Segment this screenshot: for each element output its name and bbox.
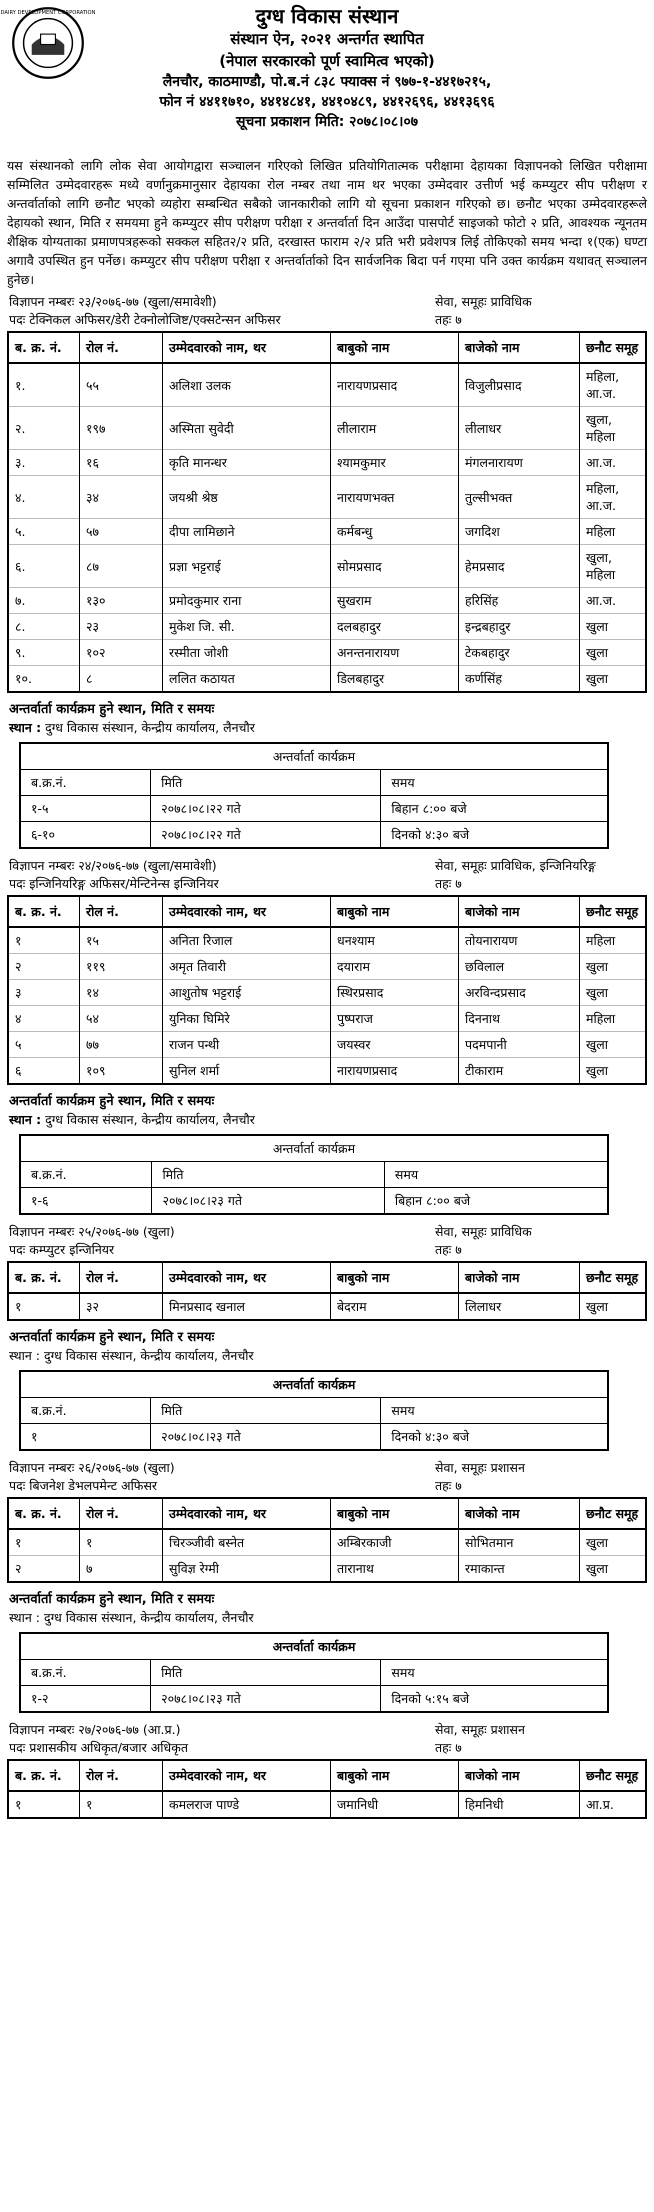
column-header: बाजेको नाम <box>459 896 580 927</box>
table-cell: महिला <box>580 927 647 954</box>
candidate-table-header <box>8 1760 646 1791</box>
column-header: बाबुको नाम <box>331 1498 459 1529</box>
table-row <box>8 1556 646 1583</box>
interview-heading: अन्तर्वार्ता कार्यक्रम हुने स्थान, मिति र समयः <box>9 702 215 717</box>
table-cell: प्रज्ञा भट्टराई <box>163 545 331 588</box>
column-header: रोल नं. <box>80 1498 163 1529</box>
table-cell: जयस्वर <box>331 1032 459 1058</box>
table-cell: १ <box>8 927 80 954</box>
interview-cell: बिहान ८:०० बजे <box>381 796 608 822</box>
interview-cell: १-२ <box>20 1686 151 1713</box>
table-cell: रमाकान्त <box>459 1556 580 1583</box>
table-cell: महिला, आ.ज. <box>580 476 647 519</box>
table-cell: खुला <box>580 640 647 666</box>
logo-text: DAIRY DEVELOPMENT CORPORATION <box>0 10 96 17</box>
table-cell: टेकबहादुर <box>459 640 580 666</box>
table-row <box>8 450 646 476</box>
column-header: उम्मेदवारको नाम, थर <box>163 896 331 927</box>
interview-column-header: मिति <box>151 1660 381 1686</box>
interview-cell: बिहान ८:०० बजे <box>384 1188 608 1215</box>
table-cell: तुल्सीभक्त <box>459 476 580 519</box>
interview-schedule-table <box>19 1134 609 1215</box>
interview-heading: अन्तर्वार्ता कार्यक्रम हुने स्थान, मिति र समयः <box>9 1592 215 1607</box>
interview-venue <box>9 719 647 736</box>
column-header: बाजेको नाम <box>459 1498 580 1529</box>
column-header: उम्मेदवारको नाम, थर <box>163 1262 331 1293</box>
table-cell: लीलाधर <box>459 407 580 450</box>
table-cell: जमानिधी <box>331 1791 459 1818</box>
table-cell: महिला, आ.ज. <box>580 363 647 407</box>
table-cell: २. <box>8 407 80 450</box>
column-header: ब. क्र. नं. <box>8 896 80 927</box>
post-level: तहः ७ <box>435 1242 462 1257</box>
interview-header-row <box>20 1162 608 1188</box>
column-header: ब. क्र. नं. <box>8 1760 80 1791</box>
column-header: बाजेको नाम <box>459 1262 580 1293</box>
interview-cell: २०७८।०८।२३ गते <box>151 1424 381 1451</box>
table-cell: लिलाधर <box>459 1293 580 1320</box>
table-cell: अनन्तनारायण <box>331 640 459 666</box>
table-cell: हरिसिंह <box>459 588 580 614</box>
post-meta-row <box>7 311 647 329</box>
table-cell: १०९ <box>80 1058 163 1085</box>
table-cell: ७. <box>8 588 80 614</box>
table-cell: इन्द्रबहादुर <box>459 614 580 640</box>
table-cell: तारानाथ <box>331 1556 459 1583</box>
interview-cell: २०७८।०८।२२ गते <box>151 796 381 822</box>
column-header: बाबुको नाम <box>331 896 459 927</box>
table-cell: बेदराम <box>331 1293 459 1320</box>
table-cell: चिरञ्जीवी बस्नेत <box>163 1529 331 1556</box>
table-cell: अमृत तिवारी <box>163 954 331 980</box>
table-cell: नारायणप्रसाद <box>331 363 459 407</box>
table-cell: खुला <box>580 614 647 640</box>
table-cell: १०२ <box>80 640 163 666</box>
table-cell: ४ <box>8 1006 80 1032</box>
table-cell: ३. <box>8 450 80 476</box>
candidate-table <box>7 1261 647 1321</box>
interview-cell: दिनको ५:१५ बजे <box>381 1686 608 1713</box>
org-name: दुग्ध विकास संस्थान <box>255 4 399 28</box>
post-level: तहः ७ <box>435 312 462 327</box>
interview-cell: ६-१० <box>20 822 151 849</box>
table-cell: अस्मिता सुवेदी <box>163 407 331 450</box>
interview-column-header: ब.क्र.नं. <box>20 770 151 796</box>
table-cell: सुविज्ञ रेग्मी <box>163 1556 331 1583</box>
table-cell: खुला <box>580 1058 647 1085</box>
candidate-table-header <box>8 1262 646 1293</box>
table-cell: जयश्री श्रेष्ठ <box>163 476 331 519</box>
notice-header <box>0 4 647 152</box>
venue-text: दुग्ध विकास संस्थान, केन्द्रीय कार्यालय, लैनचौर <box>43 1610 254 1625</box>
column-header: छनौट समूह <box>580 1760 647 1791</box>
intro-paragraph: यस संस्थानको लागि लोक सेवा आयोगद्वारा सञ्चालन गरिएको लिखित प्रतियोगितात्मक परीक्षामा देहायका विज्ञापनको लिखित परीक्षामा सम्मिलित उम्मेदवारहरू मध्ये वर्णानुक्रमानुसार देहायका रोल नम्बर तथा नाम थर भएका उम्मेदवार उत्तीर्ण भई कम्प्युटर सीप परीक्षण र अन्तर्वार्ताको लागि छनौट भएको व्यहोरा सम्बन्धित सबैको जानकारीको लागि यो सूचना प्रकाशन गरिएको छ। छनौट भएका उम्मेदवारहरूले देहायको स्थान, मिति र समयमा हुने कम्प्युटर सीप परीक्षण परीक्षा र अन्तर्वार्ता दिन आउँदा पासपोर्ट साइजको फोटो २ प्रति, आवश्यक न्यूनतम शैक्षिक योग्यताका प्रमाणपत्रहरूको सक्कल सहित२/२ प्रति, दरखास्त फाराम २/२ प्रति भरी प्रवेशपत्र लिई तोकिएको समय भन्दा १(एक) घण्टा अगावै उपस्थित हुन पर्नेछ। कम्प्युटर सीप परीक्षण परीक्षा र अन्तर्वार्ताको दिन सार्वजनिक बिदा पर्न गएमा पनि उक्त कार्यक्रम यथावत् सञ्चालन हुनेछ। <box>7 158 647 287</box>
table-cell: ८७ <box>80 545 163 588</box>
column-header: छनौट समूह <box>580 896 647 927</box>
table-row <box>8 640 646 666</box>
table-row <box>8 1293 646 1320</box>
table-cell: श्यामकुमार <box>331 450 459 476</box>
interview-caption: अन्तर्वार्ता कार्यक्रम <box>20 1135 608 1162</box>
table-cell: ५. <box>8 519 80 545</box>
interview-header-row <box>20 770 608 796</box>
table-row <box>8 1058 646 1085</box>
candidate-table-header <box>8 1498 646 1529</box>
table-cell: १५ <box>80 927 163 954</box>
column-header: उम्मेदवारको नाम, थर <box>163 1760 331 1791</box>
ad-number: विज्ञापन नम्बरः २७/२०७६-७७ (आ.प्र.) <box>9 1722 181 1737</box>
interview-schedule-table <box>19 1370 609 1451</box>
interview-heading: अन्तर्वार्ता कार्यक्रम हुने स्थान, मिति र समयः <box>9 1094 215 1109</box>
table-cell: ५५ <box>80 363 163 407</box>
table-cell: अम्बिरकाजी <box>331 1529 459 1556</box>
interview-cell: दिनको ४:३० बजे <box>381 1424 608 1451</box>
table-cell: राजन पन्थी <box>163 1032 331 1058</box>
table-cell: महिला <box>580 1006 647 1032</box>
post-level: तहः ७ <box>435 1740 462 1755</box>
interview-schedule-table <box>19 742 609 849</box>
column-header: बाबुको नाम <box>331 1262 459 1293</box>
interview-venue <box>9 1347 647 1364</box>
table-cell: ५४ <box>80 1006 163 1032</box>
table-cell: महिला <box>580 519 647 545</box>
table-cell: युनिका घिमिरे <box>163 1006 331 1032</box>
column-header: छनौट समूह <box>580 332 647 363</box>
interview-header-row <box>20 1660 608 1686</box>
table-cell: आशुतोष भट्टराई <box>163 980 331 1006</box>
interview-heading: अन्तर्वार्ता कार्यक्रम हुने स्थान, मिति र समयः <box>9 1330 215 1345</box>
table-cell: १९७ <box>80 407 163 450</box>
venue-label: स्थान : <box>9 720 42 735</box>
table-cell: मंगलनारायण <box>459 450 580 476</box>
column-header: बाबुको नाम <box>331 332 459 363</box>
column-header: बाबुको नाम <box>331 1760 459 1791</box>
table-row <box>8 927 646 954</box>
interview-caption-row <box>20 1371 608 1398</box>
table-row <box>8 407 646 450</box>
interview-row <box>20 1188 608 1215</box>
interview-cell: २०७८।०८।२३ गते <box>152 1188 384 1215</box>
interview-column-header: समय <box>381 1398 608 1424</box>
table-cell: ४. <box>8 476 80 519</box>
table-cell: खुला, महिला <box>580 545 647 588</box>
table-row <box>8 980 646 1006</box>
interview-caption: अन्तर्वार्ता कार्यक्रम <box>20 1633 608 1660</box>
table-cell: दीपा लामिछाने <box>163 519 331 545</box>
table-cell: सुनिल शर्मा <box>163 1058 331 1085</box>
table-cell: स्थिरप्रसाद <box>331 980 459 1006</box>
table-cell: पुष्पराज <box>331 1006 459 1032</box>
venue-label: स्थान : <box>9 1348 40 1363</box>
table-row <box>8 954 646 980</box>
table-cell: खुला, महिला <box>580 407 647 450</box>
candidate-table <box>7 895 647 1085</box>
table-cell: खुला <box>580 980 647 1006</box>
table-row <box>8 666 646 693</box>
table-cell: खुला <box>580 1529 647 1556</box>
table-cell: अनिता रिजाल <box>163 927 331 954</box>
interview-row <box>20 1686 608 1713</box>
table-cell: खुला <box>580 1293 647 1320</box>
interview-column-header: मिति <box>152 1162 384 1188</box>
table-cell: १ <box>80 1529 163 1556</box>
table-cell: १३० <box>80 588 163 614</box>
table-cell: आ.ज. <box>580 450 647 476</box>
table-cell: रस्मीता जोशी <box>163 640 331 666</box>
table-row <box>8 588 646 614</box>
table-cell: पदमपानी <box>459 1032 580 1058</box>
ad-number: विज्ञापन नम्बरः २६/२०७६-७७ (खुला) <box>9 1460 175 1475</box>
act-line: संस्थान ऐन, २०२१ अन्तर्गत स्थापित <box>230 30 424 48</box>
table-cell: ८. <box>8 614 80 640</box>
table-cell: दिननाथ <box>459 1006 580 1032</box>
interview-cell: १-५ <box>20 796 151 822</box>
column-header: छनौट समूह <box>580 1262 647 1293</box>
column-header: बाजेको नाम <box>459 1760 580 1791</box>
column-header: रोल नं. <box>80 332 163 363</box>
post-meta-row <box>7 1241 647 1259</box>
table-cell: जगदिश <box>459 519 580 545</box>
venue-text: दुग्ध विकास संस्थान, केन्द्रीय कार्यालय, लैनचौर <box>43 1348 254 1363</box>
table-cell: धनश्याम <box>331 927 459 954</box>
interview-row <box>20 1424 608 1451</box>
interview-cell: १-६ <box>20 1188 152 1215</box>
table-cell: दलबहादुर <box>331 614 459 640</box>
table-cell: प्रमोदकुमार राना <box>163 588 331 614</box>
table-cell: ३२ <box>80 1293 163 1320</box>
table-cell: सुखराम <box>331 588 459 614</box>
interview-column-header: समय <box>381 1660 608 1686</box>
table-cell: ८ <box>80 666 163 693</box>
interview-caption-row <box>20 1135 608 1162</box>
table-cell: अलिशा उलक <box>163 363 331 407</box>
table-cell: हेमप्रसाद <box>459 545 580 588</box>
table-cell: ९. <box>8 640 80 666</box>
interview-row <box>20 822 608 849</box>
table-cell: १ <box>8 1529 80 1556</box>
table-cell: ६. <box>8 545 80 588</box>
table-cell: मुकेश जि. सी. <box>163 614 331 640</box>
table-cell: खुला <box>580 666 647 693</box>
post-title: पदः कम्प्युटर इन्जिनियर <box>9 1242 115 1257</box>
organization-logo-icon <box>0 6 96 80</box>
interview-caption-row <box>20 1633 608 1660</box>
table-cell: १ <box>8 1293 80 1320</box>
table-cell: नारायणप्रसाद <box>331 1058 459 1085</box>
ad-meta-row <box>7 1223 647 1241</box>
ad-number: विज्ञापन नम्बरः २४/२०७६-७७ (खुला/समावेशी) <box>9 858 217 873</box>
interview-column-header: मिति <box>151 770 381 796</box>
table-row <box>8 545 646 588</box>
table-cell: हिमनिधी <box>459 1791 580 1818</box>
interview-header-row <box>20 1398 608 1424</box>
service-group: सेवा, समूहः प्राविधिक <box>435 1224 532 1239</box>
column-header: उम्मेदवारको नाम, थर <box>163 332 331 363</box>
post-title: पदः प्रशासकीय अधिकृत/बजार अधिकृत <box>9 1740 188 1755</box>
post-meta-row <box>7 1739 647 1757</box>
table-cell: मिनप्रसाद खनाल <box>163 1293 331 1320</box>
table-row <box>8 1032 646 1058</box>
table-cell: ३ <box>8 980 80 1006</box>
table-cell: छविलाल <box>459 954 580 980</box>
ad-meta-row <box>7 293 647 311</box>
service-group: सेवा, समूहः प्राविधिक <box>435 294 532 309</box>
interview-cell: २०७८।०८।२२ गते <box>151 822 381 849</box>
ad-meta-row <box>7 1459 647 1477</box>
service-group: सेवा, समूहः प्रशासन <box>435 1722 525 1737</box>
interview-cell: २०७८।०८।२३ गते <box>151 1686 381 1713</box>
table-cell: ५७ <box>80 519 163 545</box>
interview-venue <box>9 1609 647 1626</box>
interview-column-header: ब.क्र.नं. <box>20 1162 152 1188</box>
phone-line: फोन नं ४४११७१०, ४४१४८४१, ४४१०४८९, ४४१२६९६, ४४१३६९६ <box>159 94 495 110</box>
table-cell: कर्मबन्धु <box>331 519 459 545</box>
table-cell: डिलबहादुर <box>331 666 459 693</box>
column-header: छनौट समूह <box>580 1498 647 1529</box>
table-cell: आ.प्र. <box>580 1791 647 1818</box>
sections-container <box>7 293 647 1819</box>
interview-cell: १ <box>20 1424 151 1451</box>
table-cell: कर्णसिंह <box>459 666 580 693</box>
table-cell: १०. <box>8 666 80 693</box>
interview-row <box>20 796 608 822</box>
table-cell: तोयनारायण <box>459 927 580 954</box>
candidate-table-header <box>8 896 646 927</box>
post-level: तहः ७ <box>435 876 462 891</box>
table-cell: अरविन्दप्रसाद <box>459 980 580 1006</box>
venue-label: स्थान : <box>9 1112 42 1127</box>
table-cell: खुला <box>580 954 647 980</box>
interview-column-header: ब.क्र.नं. <box>20 1398 151 1424</box>
venue-label: स्थान : <box>9 1610 40 1625</box>
table-cell: लीलाराम <box>331 407 459 450</box>
table-row <box>8 1006 646 1032</box>
table-cell: खुला <box>580 1032 647 1058</box>
interview-column-header: ब.क्र.नं. <box>20 1660 151 1686</box>
post-meta-row <box>7 1477 647 1495</box>
table-cell: १ <box>8 1791 80 1818</box>
table-cell: १ <box>80 1791 163 1818</box>
ad-meta-row <box>7 857 647 875</box>
column-header: ब. क्र. नं. <box>8 1262 80 1293</box>
table-cell: २३ <box>80 614 163 640</box>
post-meta-row <box>7 875 647 893</box>
table-cell: ७ <box>80 1556 163 1583</box>
table-cell: १. <box>8 363 80 407</box>
table-cell: दयाराम <box>331 954 459 980</box>
venue-text: दुग्ध विकास संस्थान, केन्द्रीय कार्यालय, लैनचौर <box>45 1112 255 1127</box>
interview-column-header: मिति <box>151 1398 381 1424</box>
candidate-table <box>7 331 647 693</box>
table-cell: खुला <box>580 1556 647 1583</box>
post-title: पदः बिजनेश डेभलपमेन्ट अफिसर <box>9 1478 158 1493</box>
column-header: रोल नं. <box>80 896 163 927</box>
table-cell: सोमप्रसाद <box>331 545 459 588</box>
interview-schedule-table <box>19 1632 609 1713</box>
table-cell: १४ <box>80 980 163 1006</box>
candidate-table <box>7 1497 647 1583</box>
interview-column-header: समय <box>384 1162 608 1188</box>
table-cell: विजुलीप्रसाद <box>459 363 580 407</box>
post-title: पदः टेक्निकल अफिसर/डेरी टेक्नोलोजिष्ट/एक्सटेन्सन अफिसर <box>9 312 281 327</box>
candidate-table-header <box>8 332 646 363</box>
interview-caption: अन्तर्वार्ता कार्यक्रम <box>20 1371 608 1398</box>
candidate-table <box>7 1759 647 1819</box>
interview-caption-row <box>20 743 608 770</box>
post-title: पदः इन्जिनियरिङ्ग अफिसर/मेन्टिनेन्स इन्जिनियर <box>9 876 219 891</box>
publish-date: सूचना प्रकाशन मिति: २०७८।०८।०७ <box>235 114 419 130</box>
venue-text: दुग्ध विकास संस्थान, केन्द्रीय कार्यालय, लैनचौर <box>45 720 255 735</box>
table-row <box>8 1791 646 1818</box>
table-cell: ६ <box>8 1058 80 1085</box>
interview-column-header: समय <box>381 770 608 796</box>
interview-caption: अन्तर्वार्ता कार्यक्रम <box>20 743 608 770</box>
table-cell: २ <box>8 954 80 980</box>
column-header: रोल नं. <box>80 1262 163 1293</box>
table-cell: ११९ <box>80 954 163 980</box>
table-row <box>8 519 646 545</box>
ad-meta-row <box>7 1721 647 1739</box>
table-cell: ५ <box>8 1032 80 1058</box>
gov-line: (नेपाल सरकारको पूर्ण स्वामित्व भएको) <box>219 52 435 70</box>
address-line: लैनचौर, काठमाण्डौ, पो.ब.नं ८३८ फ्याक्स नं ९७७-१-४४१७२१५, <box>162 74 492 90</box>
column-header: रोल नं. <box>80 1760 163 1791</box>
table-cell: आ.ज. <box>580 588 647 614</box>
table-cell: टीकाराम <box>459 1058 580 1085</box>
table-cell: कृति मानन्धर <box>163 450 331 476</box>
table-cell: कमलराज पाण्डे <box>163 1791 331 1818</box>
column-header: ब. क्र. नं. <box>8 1498 80 1529</box>
table-cell: ३४ <box>80 476 163 519</box>
column-header: बाजेको नाम <box>459 332 580 363</box>
service-group: सेवा, समूहः प्राविधिक, इन्जिनियरिङ्ग <box>435 858 596 873</box>
table-cell: १६ <box>80 450 163 476</box>
table-cell: ललित कठायत <box>163 666 331 693</box>
table-row <box>8 614 646 640</box>
table-cell: नारायणभक्त <box>331 476 459 519</box>
table-cell: ७७ <box>80 1032 163 1058</box>
post-level: तहः ७ <box>435 1478 462 1493</box>
ad-number: विज्ञापन नम्बरः २५/२०७६-७७ (खुला) <box>9 1224 175 1239</box>
interview-venue <box>9 1111 647 1128</box>
table-row <box>8 1529 646 1556</box>
column-header: उम्मेदवारको नाम, थर <box>163 1498 331 1529</box>
table-row <box>8 363 646 407</box>
table-cell: २ <box>8 1556 80 1583</box>
table-row <box>8 476 646 519</box>
ad-number: विज्ञापन नम्बरः २३/२०७६-७७ (खुला/समावेशी) <box>9 294 217 309</box>
table-cell: सोभितमान <box>459 1529 580 1556</box>
column-header: ब. क्र. नं. <box>8 332 80 363</box>
interview-cell: दिनको ४:३० बजे <box>381 822 608 849</box>
service-group: सेवा, समूहः प्रशासन <box>435 1460 525 1475</box>
